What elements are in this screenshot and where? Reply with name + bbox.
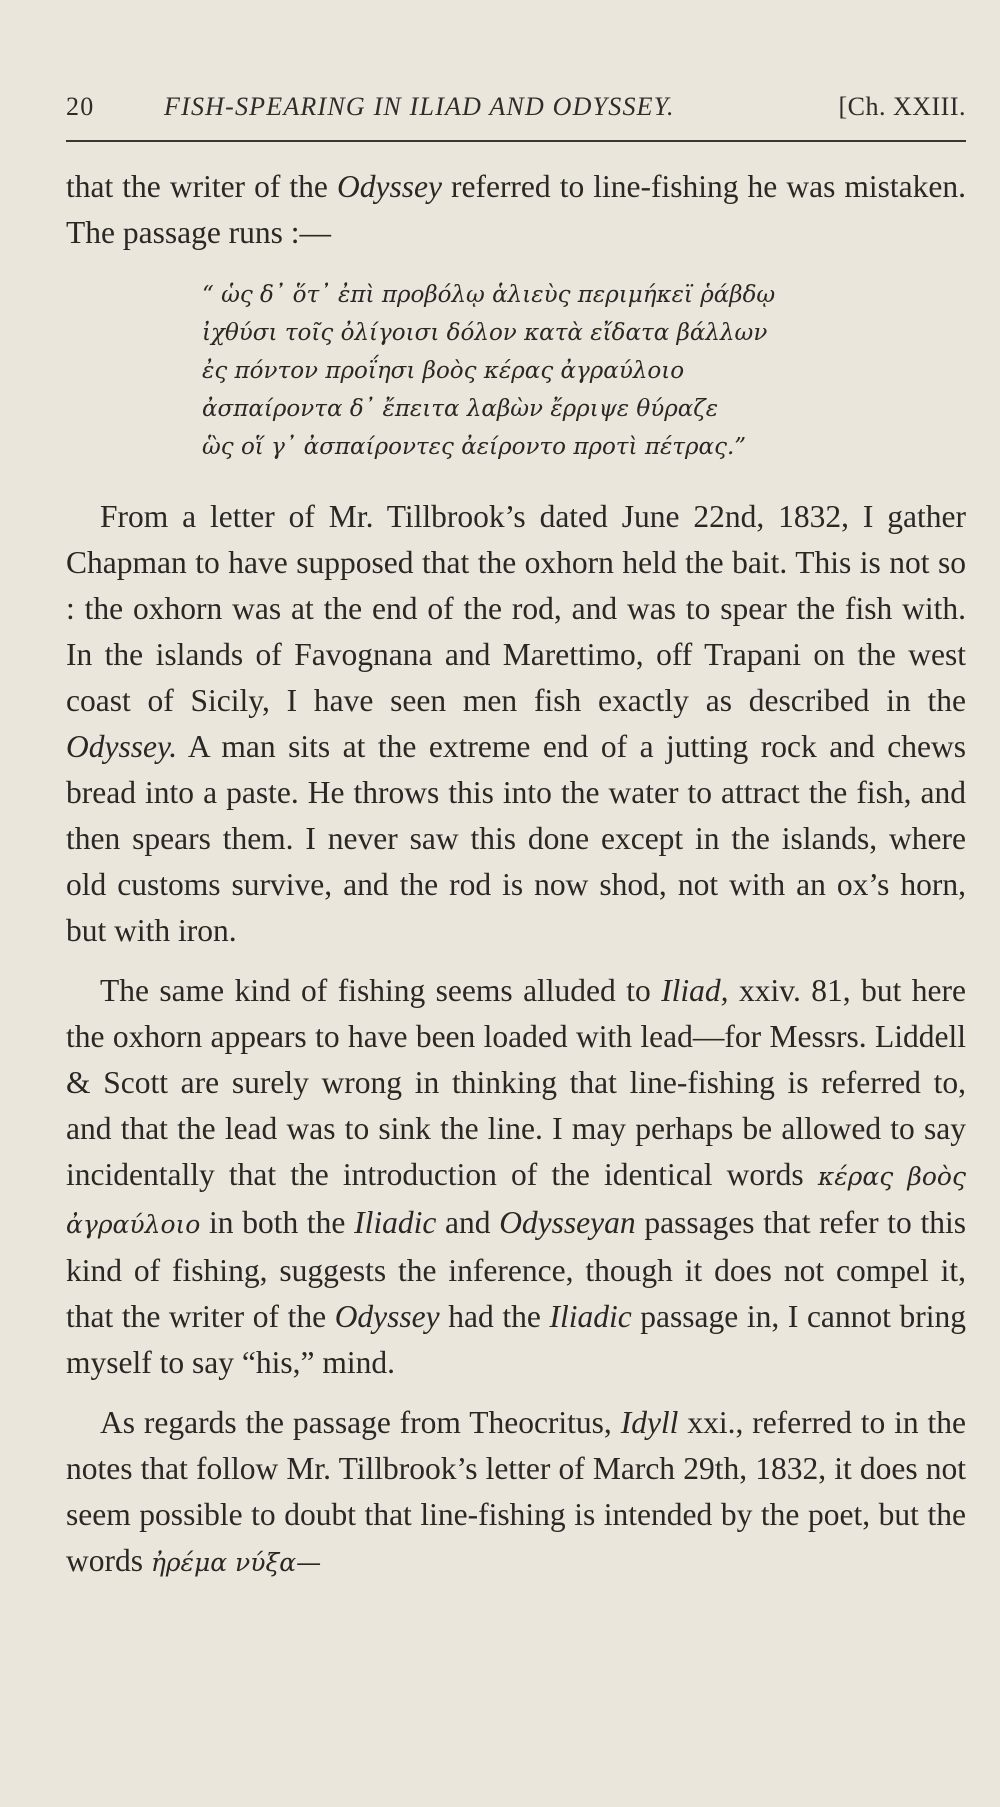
para3-text-1: As regards the passage from Theocritus, xyxy=(100,1405,621,1440)
para1-text-1: From a letter of Mr. Tillbrook’s dated June 22nd, 1832, I gather Chapman to have supposed that the oxhorn held the bait. This is not so : the oxhorn was at the end of the rod, and was to spear the fish with. In the islands of Favognana and Marettimo, off Trapani on the west coast of Sicily, I have seen men fish exactly as described in the xyxy=(66,499,966,718)
intro-odyssey-title: Odyssey xyxy=(336,169,442,204)
intro-text-2: referred to line-fishing he was mistaken. The passage runs :— xyxy=(66,169,967,250)
greek-quote-line: ὣς οἵ γ᾽ ἀσπαίροντες ἀείροντο προτὶ πέτρας.” xyxy=(202,434,747,460)
para3-text-2: xxi., referred to in the notes that follow Mr. Tillbrook’s letter of March 29th, 1832, it does not seem possible to doubt that line-fishing is intended by the poet, but the words xyxy=(66,1405,966,1578)
page-number: 20 xyxy=(66,92,95,121)
intro-paragraph xyxy=(66,164,966,256)
paragraph-theocritus xyxy=(66,1400,966,1586)
para2-text-5: passages that refer to this kind of fishing, suggests the inference, though it does not compel it, that the writer of the xyxy=(66,1205,966,1334)
para2-iliadic-word-2: Iliadic xyxy=(549,1299,632,1334)
header-rule xyxy=(66,140,966,142)
para2-text-3: in both the xyxy=(200,1205,355,1240)
para2-odysseyan-word: Odysseyan xyxy=(499,1205,636,1240)
para1-odyssey-title: Odyssey. xyxy=(66,729,178,764)
running-head xyxy=(66,92,966,132)
para3-greek-phrase: ἠρέμα νύξα— xyxy=(150,1548,322,1577)
para2-text-1: The same kind of fishing seems alluded to xyxy=(100,973,662,1008)
chapter-label: [Ch. XXIII. xyxy=(838,92,966,121)
para2-odyssey-title: Odyssey xyxy=(334,1299,440,1334)
paragraph-tillbrook-letter xyxy=(66,494,966,954)
greek-quote-line: “ ὡς δ᾽ ὅτ᾽ ἐπὶ προβόλῳ ἁλιεὺς περιμήκεϊ ῥάβδῳ xyxy=(202,282,776,308)
body-text xyxy=(66,164,966,1586)
greek-quote-line: ἐς πόντον προΐησι βοὸς κέρας ἀγραύλοιο xyxy=(202,358,685,384)
para2-text-4: and xyxy=(436,1205,500,1240)
para2-iliad-title: Iliad, xyxy=(661,973,729,1008)
greek-quotation xyxy=(202,276,966,466)
para1-text-2: A man sits at the extreme end of a jutting rock and chews bread into a paste. He throws this into the water to attract the fish, and then spears them. I never saw this done except in the islands, where old customs survive, and the rod is now shod, not with an ox’s horn, but with iron. xyxy=(66,729,966,948)
intro-text-1: that the writer of the xyxy=(66,169,337,204)
para2-text-2: xxiv. 81, but here the oxhorn appears to have been loaded with lead—for Messrs. Liddell & Scott are surely wrong in thinking that line-fishing is referred to, and that the lead was to sink the line. I may perhaps be allowed to say incidentally that the introduction of the identical words xyxy=(66,973,966,1192)
running-title: FISH-SPEARING IN ILIAD AND ODYSSEY. xyxy=(164,92,675,121)
para2-iliadic-word: Iliadic xyxy=(354,1205,437,1240)
para3-idyll-title: Idyll xyxy=(620,1405,679,1440)
para2-text-6: had the xyxy=(439,1299,550,1334)
para2-greek-phrase: κέρας βοὸς ἀγραύλοιο xyxy=(66,1162,966,1239)
greek-quote-line: ἰχθύσι τοῖς ὀλίγοισι δόλον κατὰ εἴδατα βάλλων xyxy=(202,320,768,346)
paragraph-iliad-allusion xyxy=(66,968,966,1386)
para2-text-7: passage in, I cannot bring myself to say “his,” mind. xyxy=(66,1299,966,1380)
greek-quote-line: ἀσπαίροντα δ᾽ ἔπειτα λαβὼν ἔρριψε θύραζε xyxy=(202,396,719,422)
